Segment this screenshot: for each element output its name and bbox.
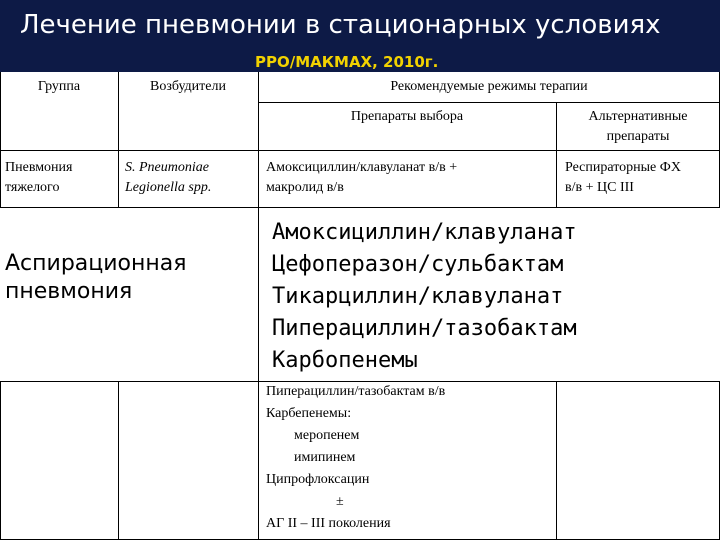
header-choice: Препараты выбора bbox=[350, 109, 464, 124]
header-alternative: Альтернативные bbox=[588, 109, 688, 124]
overlay-border-bottom bbox=[0, 381, 720, 382]
row1-pathogen: S. Pneumoniae bbox=[125, 160, 209, 175]
slide-header bbox=[0, 0, 720, 78]
overlay-divider bbox=[258, 207, 259, 382]
row1-choice: Амоксициллин/клавуланат в/в + bbox=[266, 160, 458, 175]
aspiration-label-line: пневмония bbox=[5, 279, 133, 304]
overlay-border-top bbox=[0, 207, 720, 208]
slide-title: Лечение пневмонии в стационарных условиях bbox=[20, 10, 661, 40]
aspiration-drug-list bbox=[272, 217, 577, 377]
drug-line: АГ II – III поколения bbox=[266, 516, 391, 531]
drug-line: меропенем bbox=[294, 428, 360, 443]
aspiration-drug: Пиперациллин/тазобактам bbox=[272, 316, 577, 341]
drug-line: Пиперациллин/тазобактам в/в bbox=[266, 384, 446, 399]
header-alternative-2: препараты bbox=[606, 129, 670, 144]
drug-line: Ципрофлоксацин bbox=[266, 472, 370, 487]
header-regimens: Рекомендуемые режимы терапии bbox=[390, 79, 588, 94]
row1-group: Пневмония bbox=[5, 160, 73, 175]
row1-alternative: Респираторные ФХ bbox=[565, 160, 681, 175]
aspiration-label bbox=[5, 250, 187, 306]
row-divider bbox=[258, 102, 720, 103]
header-pathogens: Возбудители bbox=[149, 79, 226, 94]
aspiration-drug: Амоксициллин/клавуланат bbox=[272, 220, 577, 245]
row1-pathogen-2: Legionella spp. bbox=[125, 180, 212, 195]
row1-choice-2: макролид в/в bbox=[266, 180, 344, 195]
aspiration-overlay bbox=[0, 207, 720, 382]
row-divider bbox=[0, 150, 720, 151]
drug-line: ± bbox=[336, 494, 344, 509]
row1-alternative-2: в/в + ЦС III bbox=[565, 180, 634, 195]
header-group: Группа bbox=[37, 79, 81, 94]
slide-subtitle: РРО/МАКМАХ, 2010г. bbox=[255, 53, 439, 71]
aspiration-drug: Цефоперазон/сульбактам bbox=[272, 252, 564, 277]
aspiration-drug: Карбопенемы bbox=[272, 348, 418, 373]
drug-line: Карбепенемы: bbox=[266, 406, 352, 421]
row1-group-2: тяжелого bbox=[5, 180, 60, 195]
aspiration-label-line: Аспирационная bbox=[5, 251, 187, 276]
drug-line: имипинем bbox=[294, 450, 356, 465]
aspiration-drug: Тикарциллин/клавуланат bbox=[272, 284, 564, 309]
